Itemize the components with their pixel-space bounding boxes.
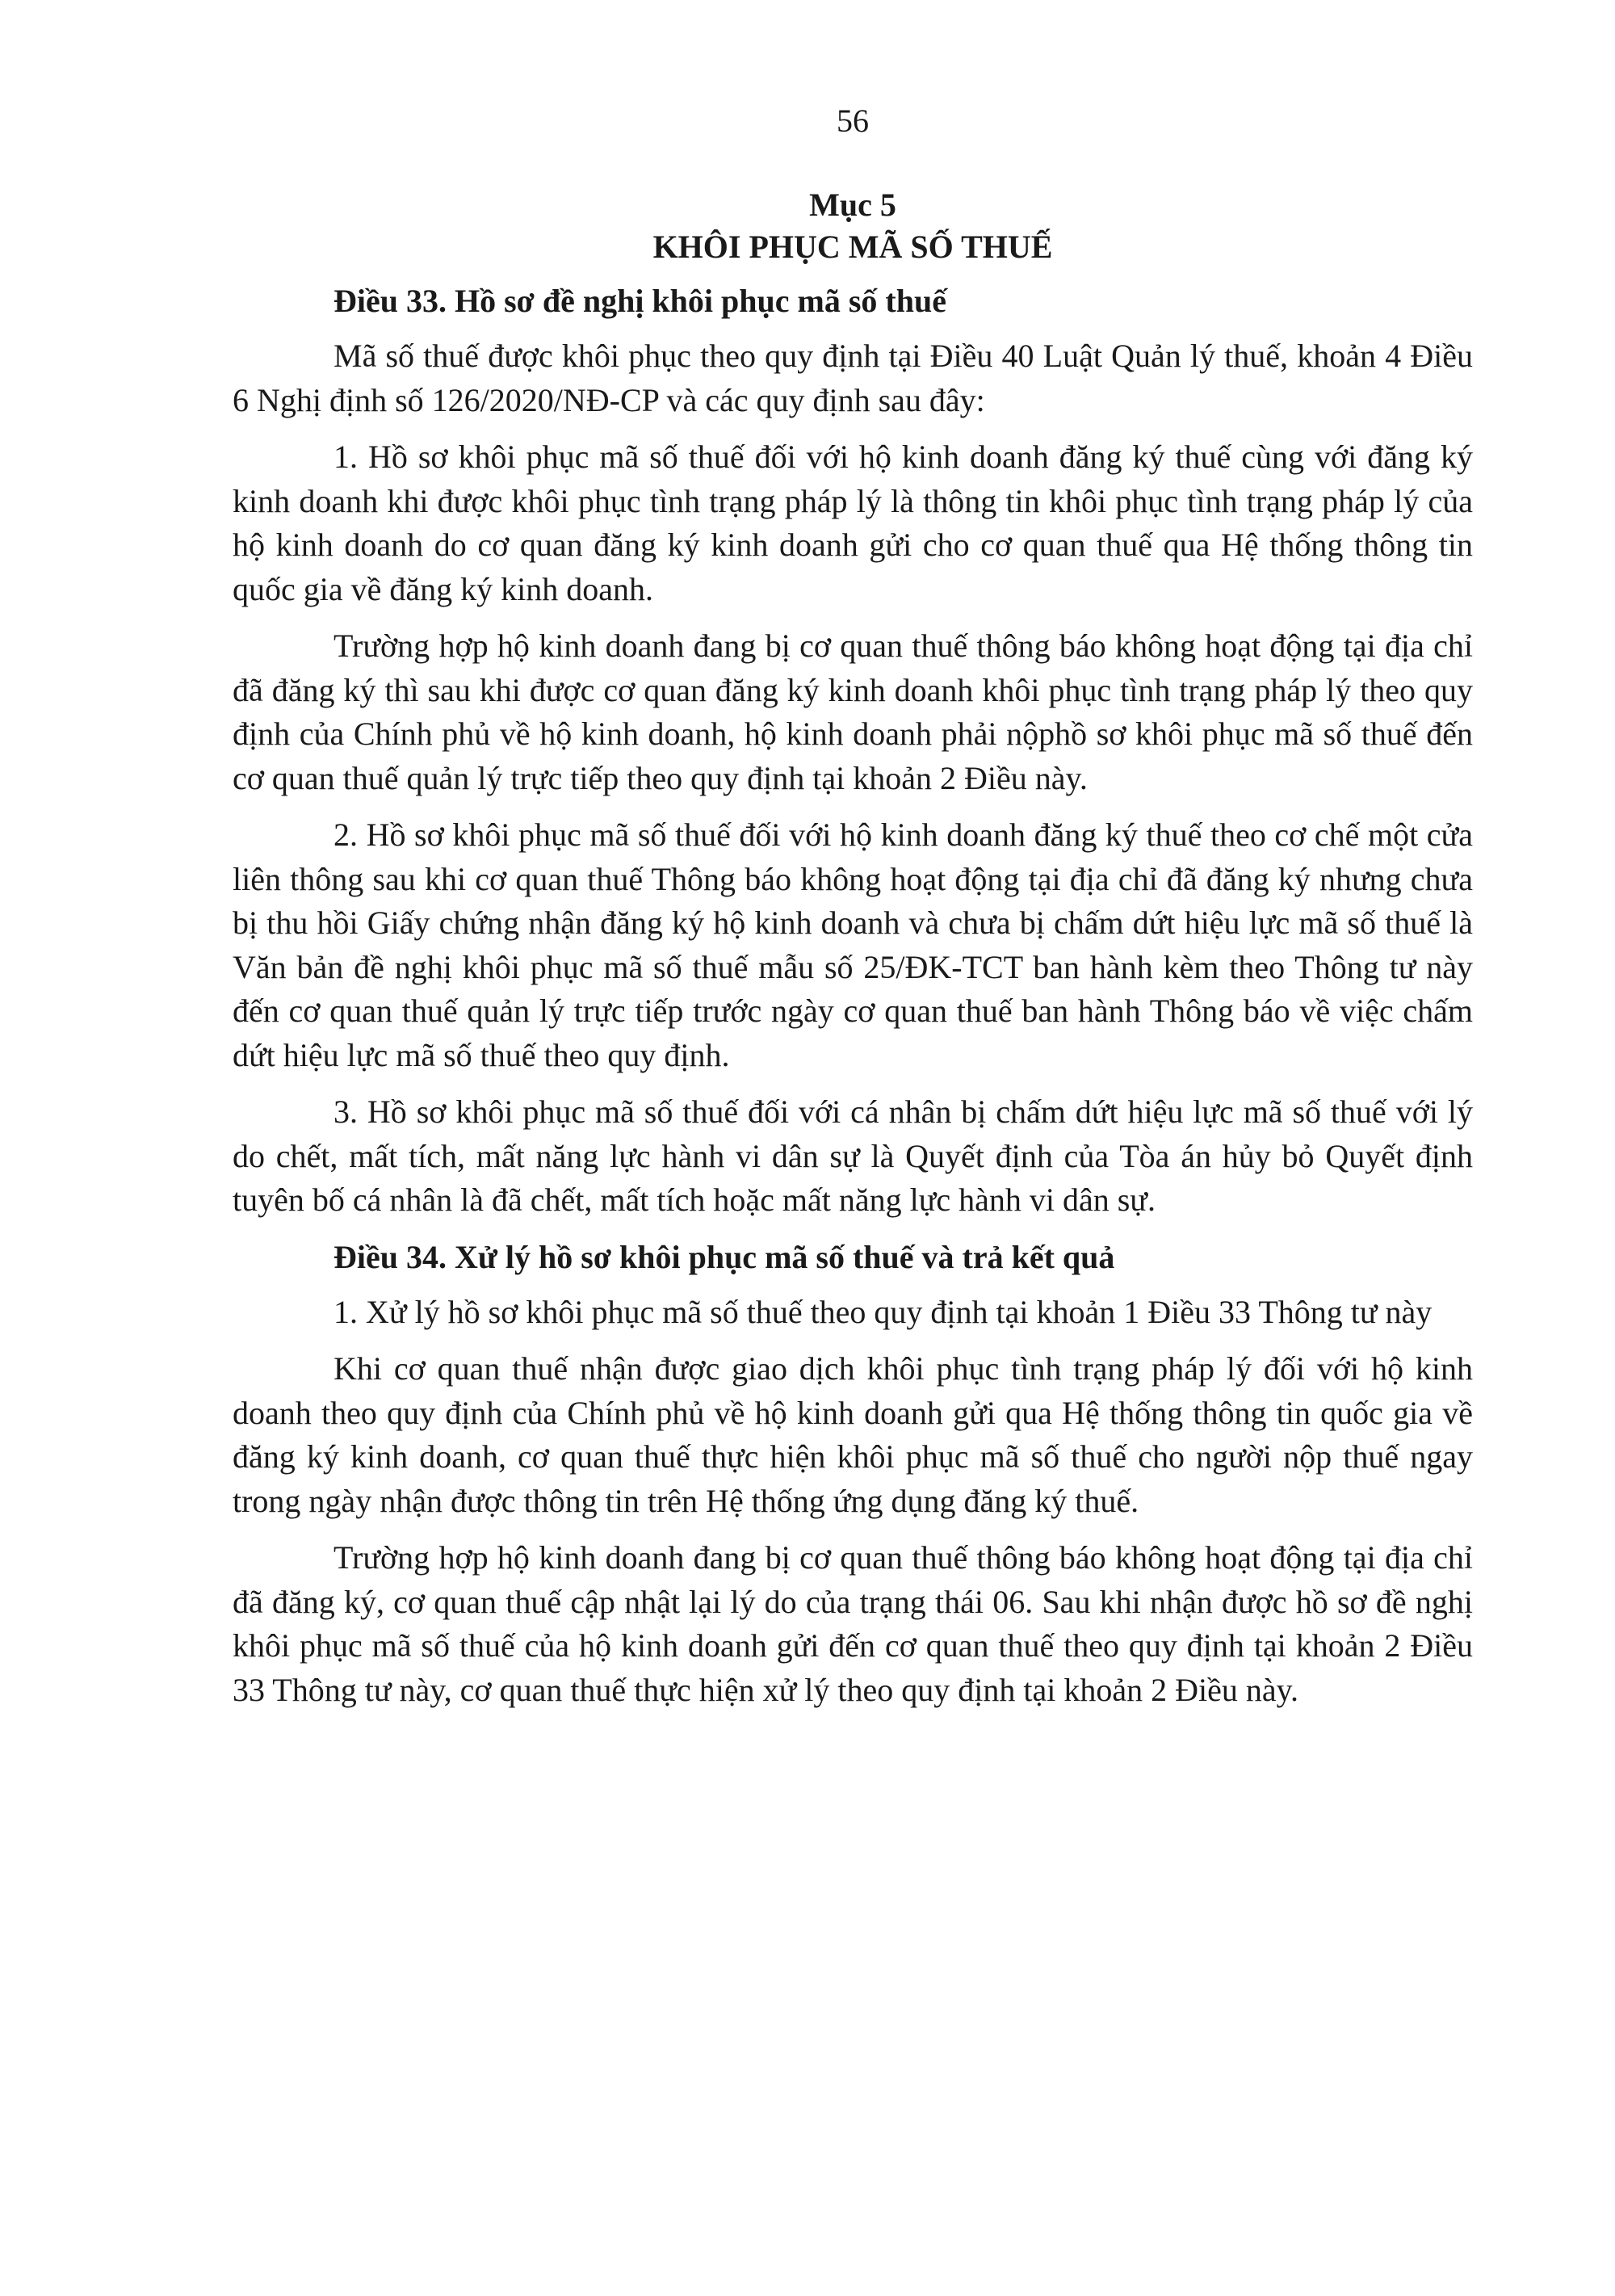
section-title: KHÔI PHỤC MÃ SỐ THUẾ [652, 229, 1053, 265]
paragraph: Trường hợp hộ kinh doanh đang bị cơ quan thuế thông báo không hoạt động tại địa chỉ đã đăng ký, cơ quan thuế cập nhật lại lý do của trạng thái 06. Sau khi nhận được hồ sơ đề nghị khôi phục mã số thuế của hộ kinh doanh gửi đến cơ quan thuế theo quy định tại khoản 2 Điều 33 Thông tư này, cơ quan thuế thực hiện xử lý theo quy định tại khoản 2 Điều này. [233, 1539, 1473, 1708]
paragraph: 3. Hồ sơ khôi phục mã số thuế đối với cá nhân bị chấm dứt hiệu lực mã số thuế với lý do chết, mất tích, mất năng lực hành vi dân sự là Quyết định của Tòa án hủy bỏ Quyết định tuyên bố cá nhân là đã chết, mất tích hoặc mất năng lực hành vi dân sự. [233, 1093, 1473, 1218]
paragraph: 2. Hồ sơ khôi phục mã số thuế đối với hộ kinh doanh đăng ký thuế theo cơ chế một cửa liên thông sau khi cơ quan thuế Thông báo không hoạt động tại địa chỉ đã đăng ký nhưng chưa bị thu hồi Giấy chứng nhận đăng ký hộ kinh doanh và chưa bị chấm dứt hiệu lực mã số thuế là Văn bản đề nghị khôi phục mã số thuế mẫu số 25/ĐK-TCT ban hành kèm theo Thông tư này đến cơ quan thuế quản lý trực tiếp trước ngày cơ quan thuế ban hành Thông báo về việc chấm dứt hiệu lực mã số thuế theo quy định. [233, 816, 1473, 1073]
document-body [233, 279, 1473, 1725]
article-34 [233, 1236, 1473, 1713]
section-heading [233, 184, 1473, 268]
article-title: Điều 33. Hồ sơ đề nghị khôi phục mã số thuế [333, 283, 946, 319]
article-title: Điều 34. Xử lý hồ sơ khôi phục mã số thuế và trả kết quả [333, 1238, 1115, 1275]
paragraph: Khi cơ quan thuế nhận được giao dịch khôi phục tình trạng pháp lý đối với hộ kinh doanh theo quy định của Chính phủ về hộ kinh doanh gửi qua Hệ thống thông tin quốc gia về đăng ký kinh doanh, cơ quan thuế thực hiện khôi phục mã số thuế cho người nộp thuế ngay trong ngày nhận được thông tin trên Hệ thống ứng dụng đăng ký thuế. [233, 1350, 1473, 1519]
paragraph: Trường hợp hộ kinh doanh đang bị cơ quan thuế thông báo không hoạt động tại địa chỉ đã đăng ký thì sau khi được cơ quan đăng ký kinh doanh khôi phục tình trạng pháp lý theo quy định của Chính phủ về hộ kinh doanh, hộ kinh doanh phải nộphồ sơ khôi phục mã số thuế đến cơ quan thuế quản lý trực tiếp theo quy định tại khoản 2 Điều này. [233, 628, 1473, 796]
section-label: Mục 5 [809, 187, 896, 223]
page-number: 56 [837, 103, 869, 139]
paragraph: Mã số thuế được khôi phục theo quy định tại Điều 40 Luật Quản lý thuế, khoản 4 Điều 6 Nghị định số 126/2020/NĐ-CP và các quy định sau đây: [233, 338, 1473, 418]
article-33 [233, 279, 1473, 1223]
paragraph: 1. Xử lý hồ sơ khôi phục mã số thuế theo quy định tại khoản 1 Điều 33 Thông tư này [333, 1293, 1433, 1330]
paragraph: 1. Hồ sơ khôi phục mã số thuế đối với hộ kinh doanh đăng ký thuế cùng với đăng ký kinh doanh khi được khôi phục tình trạng pháp lý là thông tin khôi phục tình trạng pháp lý của hộ kinh doanh do cơ quan đăng ký kinh doanh gửi cho cơ quan thuế qua Hệ thống thông tin quốc gia về đăng ký kinh doanh. [233, 439, 1473, 607]
